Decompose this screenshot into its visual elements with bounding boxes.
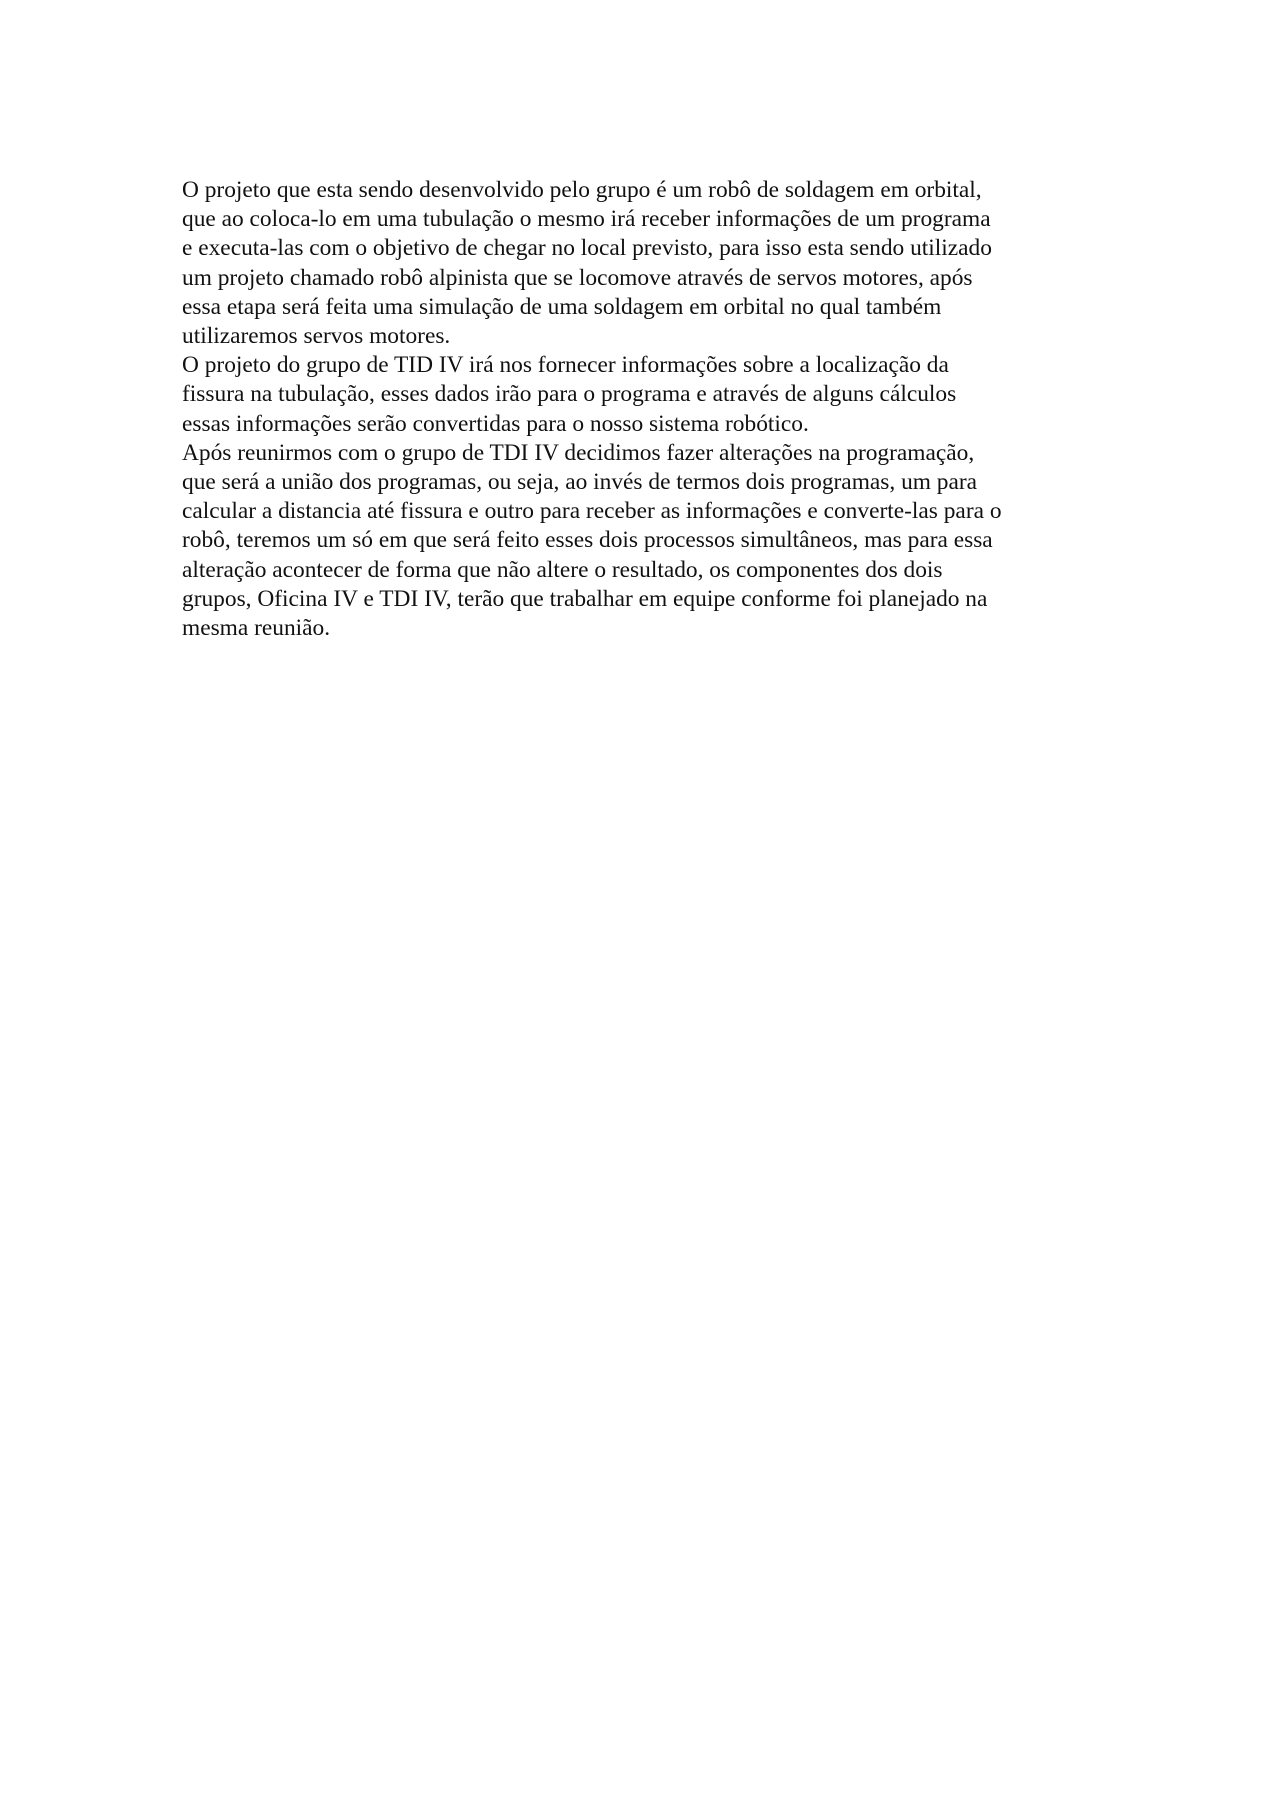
text-line: e executa-las com o objetivo de chegar no local previsto, para isso esta sendo utilizado <box>182 235 992 262</box>
paragraph-3 <box>182 439 1112 643</box>
text-line: fissura na tubulação, esses dados irão para o programa e através de alguns cálculos <box>182 381 957 408</box>
text-line: mesma reunião. <box>182 615 331 642</box>
text-line: essa etapa será feita uma simulação de uma soldagem em orbital no qual também <box>182 293 942 320</box>
text-line: essas informações serão convertidas para o nosso sistema robótico. <box>182 410 809 437</box>
text-line: O projeto do grupo de TID IV irá nos fornecer informações sobre a localização da <box>182 352 949 379</box>
paragraph-1 <box>182 176 1112 351</box>
text-line: calcular a distancia até fissura e outro para receber as informações e converte-las para o <box>182 498 1002 525</box>
text-line: Após reunirmos com o grupo de TDI IV decidimos fazer alterações na programação, <box>182 439 975 466</box>
text-line: O projeto que esta sendo desenvolvido pelo grupo é um robô de soldagem em orbital, <box>182 177 982 203</box>
text-line: utilizaremos servos motores. <box>182 323 451 350</box>
text-line: um projeto chamado robô alpinista que se locomove através de servos motores, após <box>182 264 973 291</box>
text-line: que será a união dos programas, ou seja, ao invés de termos dois programas, um para <box>182 469 978 496</box>
text-line: grupos, Oficina IV e TDI IV, terão que trabalhar em equipe conforme foi planejado na <box>182 585 988 612</box>
paragraph-2 <box>182 351 1112 439</box>
text-line: alteração acontecer de forma que não altere o resultado, os componentes dos dois <box>182 556 943 583</box>
text-line: que ao coloca-lo em uma tubulação o mesmo irá receber informações de um programa <box>182 206 991 233</box>
document-body <box>182 176 1112 643</box>
text-line: robô, teremos um só em que será feito esses dois processos simultâneos, mas para essa <box>182 527 993 554</box>
